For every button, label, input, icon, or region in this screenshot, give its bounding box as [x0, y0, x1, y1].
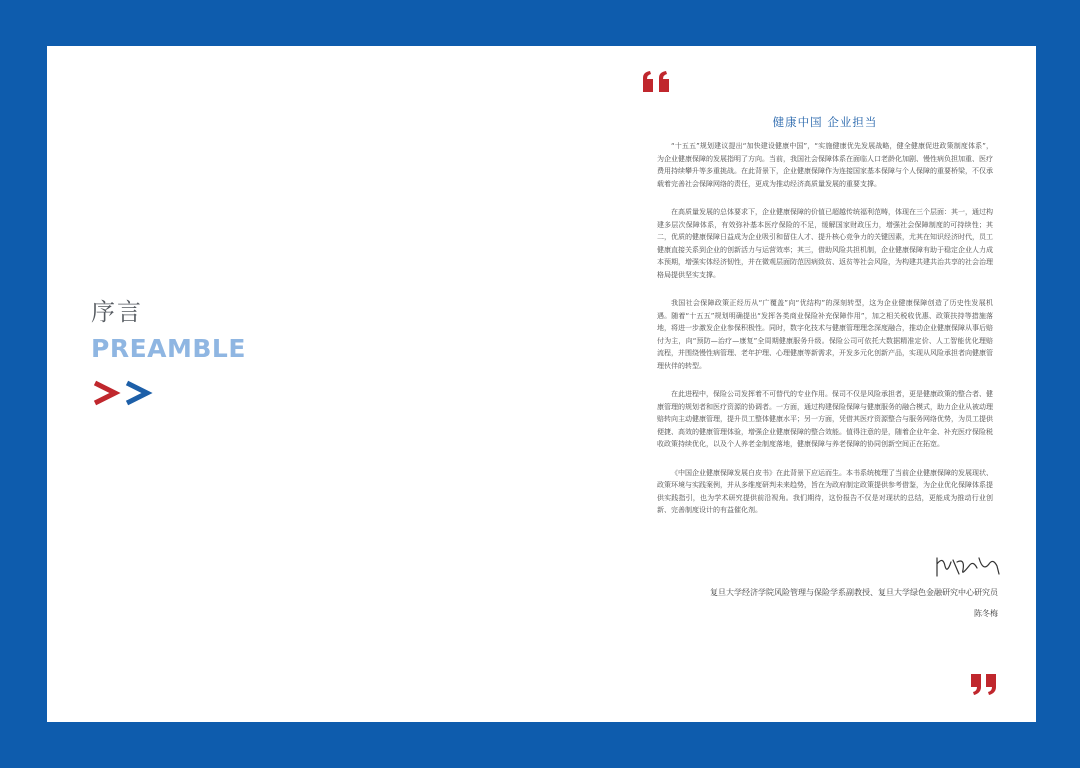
section-title-english: PREAMBLE: [91, 334, 246, 363]
close-quote-icon: [967, 672, 999, 696]
paragraph-4: 在此进程中，保险公司发挥着不可替代的专业作用。保司不仅是风险承担者，更是健康政策的整合者、健康管理的规划者和医疗资源的协调者。一方面，通过构建保险保障与健康服务的融合模式，助力企业从被动理赔转向主动健康管理，提升员工整体健康水平；另一方面，凭借其医疗资源整合与服务网络优势，为员工提供便捷、高效的健康管理体验，增强企业健康保障的整合效能。值得注意的是，随着企业年金、补充医疗保险税收政策持续优化，以及个人养老金制度落地，健康保障与养老保障的协同创新空间正在拓宽。: [657, 390, 993, 448]
open-quote-icon: [641, 70, 673, 94]
section-title-chinese: 序言: [91, 298, 143, 326]
paragraph-2: 在高质量发展的总体要求下，企业健康保障的价值已超越传统福利范畴，体现在三个层面：其一，通过构建多层次保障体系，有效弥补基本医疗保险的不足，缓解国家财政压力，增强社会保障制度的可持续性；其二，优质的健康保障日益成为企业吸引和留住人才、提升核心竞争力的关键因素，尤其在知识经济时代，员工健康直接关系到企业的创新活力与运营效率；其三，借助风险共担机制，企业健康保障有助于稳定企业人力成本预期，增强实体经济韧性，并在微观层面防范因病致贫、返贫等社会风险，为构建共建共治共享的社会治理格局提供坚实支撑。: [657, 208, 993, 279]
handwritten-signature: [933, 552, 1003, 580]
red-chevron-icon: [95, 383, 115, 403]
paragraph-3: 我国社会保障政策正经历从“广覆盖”向“优结构”的深刻转型，这为企业健康保障创造了历史性发展机遇。随着“十五五”规划明确提出“发挥各类商业保险补充保障作用”，加之相关税收优惠、政策扶持等措施落地，将进一步激发企业参保积极性。同时，数字化技术与健康管理理念深度融合，推动企业健康保障从事后赔付为主，向“预防—治疗—康复”全周期健康服务升级。保险公司可依托大数据精准定价、人工智能优化理赔流程，并围绕慢性病管理、老年护理、心理健康等新需求，开发多元化创新产品，实现从风险承担者向健康管理伙伴的转型。: [657, 299, 993, 370]
paragraph-5: 《中国企业健康保障发展白皮书》在此背景下应运而生。本书系统梳理了当前企业健康保障的发展现状、政策环境与实践案例，并从多维度研判未来趋势，旨在为政府制定政策提供参考借鉴，为企业优化保障体系提供实践指引，也为学术研究提供前沿视角。我们期待，这份报告不仅是对现状的总结，更能成为推动行业创新、完善制度设计的有益催化剂。: [657, 468, 993, 514]
chevron-arrows-icon: [91, 379, 161, 409]
preamble-text: [657, 114, 993, 533]
preamble-page: [47, 46, 1036, 722]
blue-chevron-icon: [127, 383, 147, 403]
author-affiliation: 复旦大学经济学院风险管理与保险学系副教授、复旦大学绿色金融研究中心研究员: [710, 588, 998, 597]
paragraph-1: “十五五”规划建议提出“加快建设健康中国”，“实施健康优先发展战略，健全健康促进政策制度体系”，为企业健康保障的发展指明了方向。当前，我国社会保障体系在面临人口老龄化加剧、慢性病负担加重、医疗费用持续攀升等多重挑战。在此背景下，企业健康保障作为连接国家基本保障与个人保障的重要桥梁，不仅承载着完善社会保障网络的责任，更成为推动经济高质量发展的重要支撑。: [657, 142, 993, 188]
preamble-heading: 健康中国 企业担当: [772, 115, 878, 129]
author-name: 陈冬梅: [974, 609, 998, 618]
section-title-block: [91, 297, 246, 365]
